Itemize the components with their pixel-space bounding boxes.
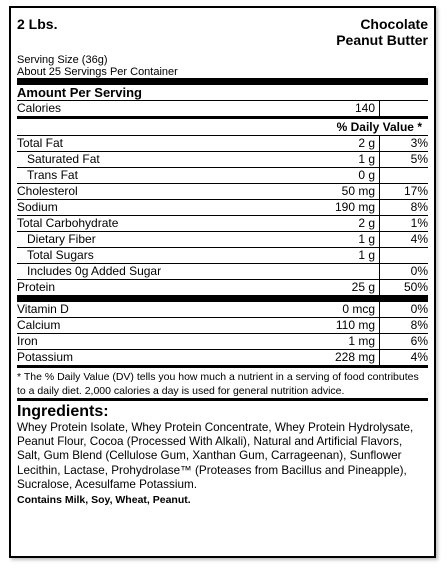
vitamin-name: Potassium: [17, 350, 74, 364]
nutrient-daily-value: 1%: [410, 216, 428, 230]
amount-per-serving-heading: Amount Per Serving: [17, 85, 142, 100]
nutrient-daily-value: 8%: [410, 200, 428, 214]
nutrition-facts-label: [9, 6, 436, 558]
vitamin-daily-value: 4%: [410, 350, 428, 364]
column-divider: [379, 280, 380, 295]
nutrient-daily-value: 4%: [410, 232, 428, 246]
column-divider: [379, 232, 380, 247]
column-divider: [379, 216, 380, 231]
nutrient-name: Sodium: [17, 200, 58, 214]
flavor-name: [336, 16, 428, 48]
nutrient-amount: 190 mg: [334, 200, 375, 214]
column-divider: [379, 318, 380, 333]
column-divider: [379, 101, 380, 116]
column-divider: [379, 152, 380, 167]
serving-size: Serving Size (36g): [17, 54, 108, 66]
nutrient-name: Protein: [17, 280, 56, 294]
nutrient-row: [17, 279, 428, 295]
vitamin-row: [17, 317, 428, 333]
vitamin-list: [17, 302, 428, 365]
daily-value-header: % Daily Value *: [336, 120, 422, 134]
nutrient-row: [17, 151, 428, 167]
ingredients-heading: Ingredients:: [17, 403, 109, 420]
nutrient-amount: 50 mg: [341, 184, 375, 198]
vitamin-row: [17, 349, 428, 365]
nutrient-daily-value: 50%: [403, 280, 428, 294]
daily-value-footnote: * The % Daily Value (DV) tells you how much a nutrient in a serving of food contributes to a daily diet. 2,000 calories a day is used for general nutrition advice.: [17, 371, 419, 397]
vitamin-amount: 228 mg: [334, 350, 375, 364]
vitamin-amount: 1 mg: [348, 334, 375, 348]
vitamin-daily-value: 0%: [410, 302, 428, 316]
allergen-statement: Contains Milk, Soy, Wheat, Peanut.: [17, 494, 191, 507]
vitamin-name: Iron: [17, 334, 38, 348]
nutrient-name: Trans Fat: [27, 168, 78, 182]
nutrient-name: Saturated Fat: [27, 152, 100, 166]
column-divider: [379, 184, 380, 199]
nutrient-row: [17, 167, 428, 183]
vitamin-row: [17, 333, 428, 349]
vitamin-row: [17, 302, 428, 317]
column-divider: [379, 136, 380, 151]
nutrient-amount: 1 g: [358, 248, 375, 262]
container-size: 2 Lbs.: [17, 16, 58, 32]
nutrient-daily-value: 5%: [410, 152, 428, 166]
thick-divider: [17, 78, 428, 85]
flavor-line-1: Chocolate: [360, 16, 428, 32]
calories-row: [17, 100, 428, 116]
flavor-line-2: Peanut Butter: [336, 32, 428, 48]
column-divider: [379, 248, 380, 263]
nutrient-name: Dietary Fiber: [27, 232, 96, 246]
nutrient-name: Total Carbohydrate: [17, 216, 119, 230]
nutrient-name: Cholesterol: [17, 184, 78, 198]
vitamin-amount: 0 mcg: [342, 302, 375, 316]
nutrient-daily-value: 17%: [403, 184, 428, 198]
nutrient-amount: 25 g: [351, 280, 375, 294]
vitamin-daily-value: 8%: [410, 318, 428, 332]
nutrient-daily-value: 0%: [410, 264, 428, 278]
nutrient-amount: 2 g: [358, 216, 375, 230]
label-header: [17, 8, 428, 54]
column-divider: [379, 302, 380, 317]
nutrient-amount: 0 g: [358, 168, 375, 182]
column-divider: [379, 334, 380, 349]
label-content: [17, 8, 428, 556]
vitamin-daily-value: 6%: [410, 334, 428, 348]
nutrient-name: Includes 0g Added Sugar: [27, 264, 162, 278]
column-divider: [379, 168, 380, 183]
column-divider: [379, 350, 380, 365]
medium-divider: [17, 365, 428, 368]
ingredients-text: Whey Protein Isolate, Whey Protein Concentrate, Whey Protein Hydrolysate, Peanut Flour, Cocoa (Processed With Alkali), Natural and Artificial Flavors, Salt, Gum Blend (Cellulose Gum, Xanthan Gum, Carrageenan), Sunflower Lecithin, Lactase, Prohydrolase™ (Proteases from Bacillus and Pineapple), Sucralose, Acesulfame Potassium.: [17, 421, 414, 491]
medium-divider: [17, 398, 428, 401]
serving-info: [17, 54, 428, 78]
nutrient-row: [17, 215, 428, 231]
nutrient-row: [17, 231, 428, 247]
nutrient-row: [17, 263, 428, 279]
nutrient-amount: 1 g: [358, 232, 375, 246]
vitamin-amount: 110 mg: [335, 318, 375, 332]
vitamin-name: Calcium: [17, 318, 61, 332]
column-divider: [379, 200, 380, 215]
daily-value-header-row: [17, 119, 428, 135]
nutrient-daily-value: 3%: [410, 136, 428, 150]
calories-value: 140: [354, 101, 375, 115]
nutrient-name: Total Sugars: [27, 248, 94, 262]
nutrient-name: Total Fat: [17, 136, 64, 150]
calories-label: Calories: [17, 101, 62, 115]
nutrient-row: [17, 199, 428, 215]
vitamin-name: Vitamin D: [17, 302, 69, 316]
nutrient-row: [17, 135, 428, 151]
servings-per-container: About 25 Servings Per Container: [17, 66, 178, 78]
thick-divider: [17, 295, 428, 302]
nutrient-amount: 1 g: [358, 152, 375, 166]
nutrient-row: [17, 247, 428, 263]
column-divider: [379, 264, 380, 279]
nutrient-amount: 2 g: [358, 136, 375, 150]
nutrient-list: [17, 135, 428, 295]
nutrient-row: [17, 183, 428, 199]
